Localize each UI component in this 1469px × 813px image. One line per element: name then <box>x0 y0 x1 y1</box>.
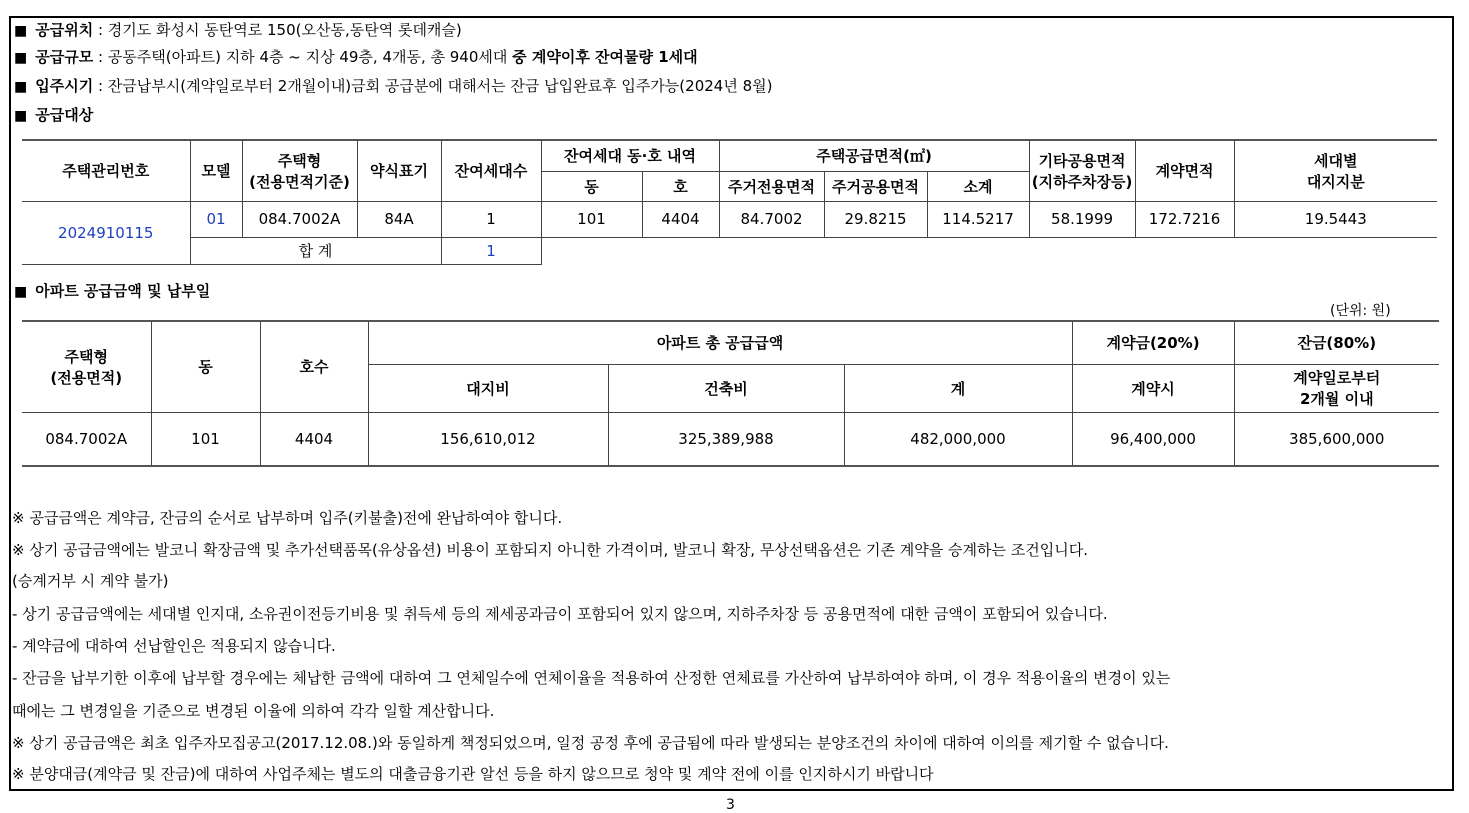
header-deposit: 계약금(20%) <box>1072 321 1234 364</box>
sum-cell: 482,000,000 <box>844 412 1072 466</box>
square-bullet-icon: ■ <box>14 284 28 300</box>
exclusive-cell: 84.7002 <box>719 201 824 237</box>
header-balance: 잔금(80%) <box>1234 321 1439 364</box>
supply-target-table <box>22 139 1437 265</box>
note-line: ※ 분양대금(계약금 및 잔금)에 대하여 사업주체는 별도의 대출금융기관 알선 등을 하지 않으므로 청약 및 계약 전에 이를 인지하시기 바랍니다 <box>12 765 934 783</box>
header-mgmt-no: 주택관리번호 <box>22 140 190 201</box>
note-line: ※ 공급금액은 계약금, 잔금의 순서로 납부하며 입주(키불출)전에 완납하여야 합니다. <box>12 509 563 527</box>
header-model: 모델 <box>190 140 242 201</box>
land-cell: 156,610,012 <box>368 412 608 466</box>
header-contract-area: 계약면적 <box>1135 140 1234 201</box>
total-value: 1 <box>441 237 541 264</box>
supply-location: ■ 공급위치 : 경기도 화성시 동탄역로 150(오산동,동탄역 롯데캐슬) <box>14 21 462 39</box>
note-line: - 상기 공급금액에는 세대별 인지대, 소유권이전등기비용 및 취득세 등의 제세공과금이 포함되어 있지 않으며, 지하주차장 등 공용면적에 대한 금액이 포함되어 있습니다. <box>12 605 1108 623</box>
total-row <box>22 237 1437 264</box>
note-line: - 계약금에 대하여 선납할인은 적용되지 않습니다. <box>12 637 336 655</box>
note-line: 때에는 그 변경일을 기준으로 변경된 이율에 의하여 각각 일할 계산합니다. <box>12 702 495 720</box>
supply-target-heading: ■ 공급대상 <box>14 106 94 124</box>
subtotal-cell: 114.5217 <box>927 201 1029 237</box>
header-deposit-timing: 계약시 <box>1072 364 1234 412</box>
header-supply-area: 주택공급면적(㎡) <box>719 140 1029 171</box>
model-cell: 01 <box>190 201 242 237</box>
common-cell: 29.8215 <box>824 201 927 237</box>
header-exclusive: 주거전용면적 <box>719 171 824 201</box>
note-line: (승계거부 시 계약 불가) <box>12 572 169 590</box>
header-sum: 계 <box>844 364 1072 412</box>
note-line: ※ 상기 공급금액에는 발코니 확장금액 및 추가선택품목(유상옵션) 비용이 포함되지 아니한 가격이며, 발코니 확장, 무상선택옵션은 기존 계약을 승계하는 조건입니다. <box>12 541 1088 559</box>
unit-note: (단위: 원) <box>1330 303 1391 319</box>
balance-cell: 385,600,000 <box>1234 412 1439 466</box>
square-bullet-icon: ■ <box>14 108 28 124</box>
building-cell: 325,389,988 <box>608 412 844 466</box>
header-dong: 동 <box>151 321 260 412</box>
header-other-common: 기타공용면적 (지하주차장등) <box>1029 140 1135 201</box>
price-table <box>22 320 1439 467</box>
header-land-share: 세대별 대지지분 <box>1234 140 1437 201</box>
square-bullet-icon: ■ <box>14 50 28 66</box>
remaining-cell: 1 <box>441 201 541 237</box>
abbr-cell: 84A <box>357 201 441 237</box>
header-type: 주택형 (전용면적) <box>22 321 151 412</box>
header-unit-detail: 잔여세대 동·호 내역 <box>541 140 719 171</box>
mgmt-no-cell: 2024910115 <box>22 201 190 264</box>
move-in-date: ■ 입주시기 : 잔금납부시(계약일로부터 2개월이내)금회 공급분에 대해서는 잔금 납입완료후 입주가능(2024년 8월) <box>14 77 773 95</box>
header-balance-timing: 계약일로부터 2개월 이내 <box>1234 364 1439 412</box>
dong-cell: 101 <box>151 412 260 466</box>
type-cell: 084.7002A <box>22 412 151 466</box>
header-ho: 호 <box>642 171 719 201</box>
total-label: 합 계 <box>190 237 441 264</box>
contract-area-cell: 172.7216 <box>1135 201 1234 237</box>
header-type: 주택형 (전용면적기준) <box>242 140 357 201</box>
deposit-cell: 96,400,000 <box>1072 412 1234 466</box>
dong-cell: 101 <box>541 201 642 237</box>
land-share-cell: 19.5443 <box>1234 201 1437 237</box>
table-row <box>22 201 1437 237</box>
header-dong: 동 <box>541 171 642 201</box>
other-common-cell: 58.1999 <box>1029 201 1135 237</box>
square-bullet-icon: ■ <box>14 79 28 95</box>
header-remaining: 잔여세대수 <box>441 140 541 201</box>
header-abbr: 약식표기 <box>357 140 441 201</box>
header-ho: 호수 <box>260 321 368 412</box>
page-number: 3 <box>726 797 735 813</box>
ho-cell: 4404 <box>260 412 368 466</box>
type-cell: 084.7002A <box>242 201 357 237</box>
square-bullet-icon: ■ <box>14 23 28 39</box>
ho-cell: 4404 <box>642 201 719 237</box>
empty-cell <box>541 237 1437 264</box>
supply-scale: ■ 공급규모 : 공동주택(아파트) 지하 4층 ~ 지상 49층, 4개동, 총 940세대 중 계약이후 잔여물량 1세대 <box>14 48 698 66</box>
header-subtotal: 소계 <box>927 171 1029 201</box>
price-section-heading: ■ 아파트 공급금액 및 납부일 <box>14 282 211 300</box>
header-building: 건축비 <box>608 364 844 412</box>
header-common: 주거공용면적 <box>824 171 927 201</box>
header-land: 대지비 <box>368 364 608 412</box>
note-line: - 잔금을 납부기한 이후에 납부할 경우에는 체납한 금액에 대하여 그 연체일수에 연체이율을 적용하여 산정한 연체료를 가산하여 납부하여야 하며, 이 경우 적용이율의 변경이 있는 <box>12 669 1171 687</box>
table-row <box>22 412 1439 466</box>
note-line: ※ 상기 공급금액은 최초 입주자모집공고(2017.12.08.)와 동일하게 책정되었으며, 일정 공정 후에 공급됨에 따라 발생되는 분양조건의 차이에 대하여 이의를 제기할 수 없습니다. <box>12 734 1169 752</box>
header-total-price: 아파트 총 공급급액 <box>368 321 1072 364</box>
